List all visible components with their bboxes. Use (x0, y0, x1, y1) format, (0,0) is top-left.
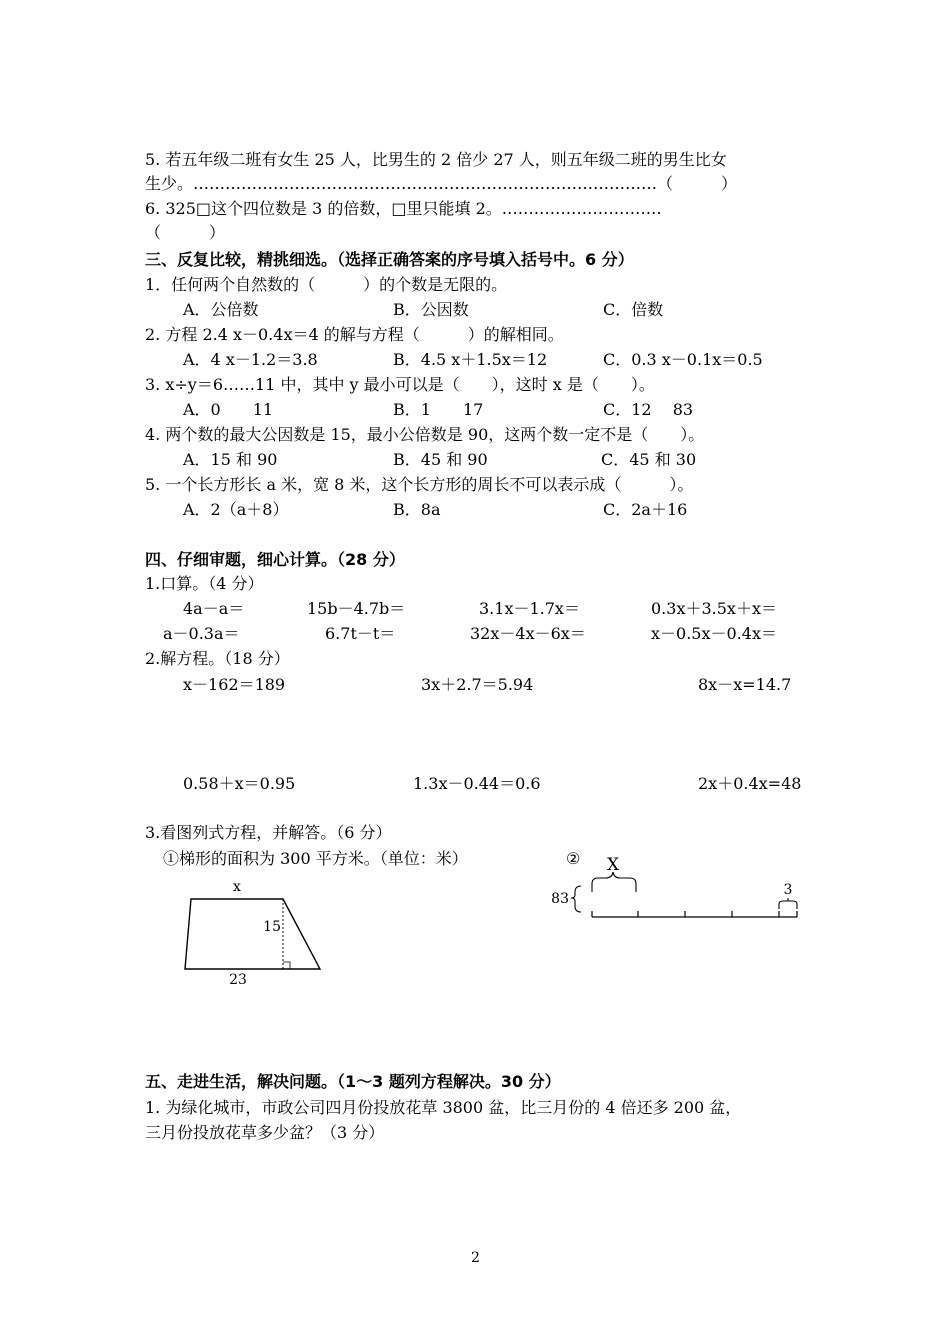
equation-title: 2.解方程。（18 分） (145, 649, 290, 668)
right-angle-mark (283, 962, 290, 969)
trapezoid-figure (175, 875, 335, 990)
part3-q4-option-a: A．15 和 90 (183, 450, 278, 469)
equation-item: 0.58＋x＝0.95 (183, 774, 296, 793)
figure1-caption: ①梯形的面积为 300 平方米。（单位：米） (163, 849, 468, 868)
part5-heading: 五、走进生活，解决问题。（1～3 题列方程解决。30 分） (145, 1072, 561, 1091)
equation-item: x－162＝189 (183, 675, 286, 694)
part3-q2-option-a: A．4 x－1.2＝3.8 (183, 350, 318, 369)
page-number: 2 (471, 1250, 480, 1266)
oral-item: 15b－4.7b＝ (307, 599, 406, 618)
x-brace (592, 872, 636, 892)
part2-q5-line2: 生少。……………………………………………………………………………（ ） (145, 174, 738, 193)
oral-item: 6.7t－t＝ (325, 624, 396, 643)
part3-q3: 3. x÷y＝6……11 中，其中 y 最小可以是（ ），这时 x 是（ ）。 (145, 375, 655, 394)
trapezoid-height-label: 15 (263, 919, 281, 935)
extra-label: 3 (783, 882, 793, 898)
part3-q1-option-c: C．倍数 (603, 300, 664, 319)
extra-brace (779, 898, 797, 909)
part5-q1-line2: 三月份投放花草多少盆？（3 分） (145, 1123, 385, 1142)
part3-q1-option-a: A．公倍数 (183, 300, 259, 319)
oral-item: x－0.5x－0.4x＝ (651, 624, 777, 643)
part3-q3-option-a: A．0 11 (183, 400, 274, 419)
part3-q5-option-a: A．2（a＋8） (183, 500, 289, 519)
total-brace (571, 886, 581, 912)
equation-item: 1.3x－0.44＝0.6 (413, 774, 541, 793)
equation-item: 2x＋0.4x=48 (698, 774, 802, 793)
segment-diagram (548, 850, 808, 925)
part5-q1-line1: 1. 为绿化城市，市政公司四月份投放花草 3800 盆，比三月份的 4 倍还多 200 盆， (145, 1098, 742, 1117)
part3-q3-option-b: B．1 17 (393, 400, 484, 419)
part4-heading: 四、仔细审题，细心计算。（28 分） (145, 550, 405, 569)
part3-q2-option-b: B．4.5 x＋1.5x＝12 (393, 350, 548, 369)
trapezoid-bottom-label: 23 (229, 972, 247, 988)
oral-item: 3.1x－1.7x＝ (479, 599, 580, 618)
oral-item: a－0.3a＝ (163, 624, 240, 643)
oral-item: 4a－a＝ (183, 599, 245, 618)
oral-item: 32x－4x－6x＝ (470, 624, 586, 643)
part2-q5-line1: 5. 若五年级二班有女生 25 人，比男生的 2 倍少 27 人，则五年级二班的男生比女 (145, 150, 727, 169)
oral-item: 0.3x＋3.5x＋x＝ (651, 599, 777, 618)
trapezoid-top-label: x (233, 879, 241, 895)
part3-q4-option-b: B．45 和 90 (393, 450, 488, 469)
equation-item: 8x－x=14.7 (698, 675, 792, 694)
part3-q5-option-c: C．2a＋16 (603, 500, 688, 519)
part3-heading: 三、反复比较，精挑细选。（选择正确答案的序号填入括号中。6 分） (145, 250, 634, 269)
equation-item: 3x＋2.7＝5.94 (421, 675, 534, 694)
total-label: 83 (551, 891, 569, 907)
oral-calc-title: 1.口算。（4 分） (145, 574, 264, 593)
part3-q2: 2. 方程 2.4 x－0.4x＝4 的解与方程（ ）的解相同。 (145, 325, 564, 344)
part3-q2-option-c: C．0.3 x－0.1x＝0.5 (603, 350, 763, 369)
part3-q3-option-c: C．12 83 (603, 400, 694, 419)
part3-q5: 5. 一个长方形长 a 米，宽 8 米，这个长方形的周长不可以表示成（ ）。 (145, 475, 694, 494)
part3-q1-option-b: B．公因数 (393, 300, 469, 319)
part3-q4-option-c: C．45 和 30 (601, 450, 697, 469)
trapezoid-outline (185, 899, 320, 969)
part3-q4: 4. 两个数的最大公因数是 15，最小公倍数是 90，这两个数一定不是（ ）。 (145, 425, 705, 444)
figure-title: 3.看图列式方程，并解答。（6 分） (145, 823, 392, 842)
segment-x-label: X (606, 855, 620, 875)
part3-q5-option-b: B．8a (393, 500, 441, 519)
figure2-caption: ② (566, 849, 581, 868)
part2-q6-line2: （ ） (145, 223, 226, 242)
part3-q1: 1．任何两个自然数的（ ）的个数是无限的。 (145, 275, 508, 294)
part2-q6-line1: 6. 325□这个四位数是 3 的倍数，□里只能填 2。………………………… (145, 199, 662, 218)
